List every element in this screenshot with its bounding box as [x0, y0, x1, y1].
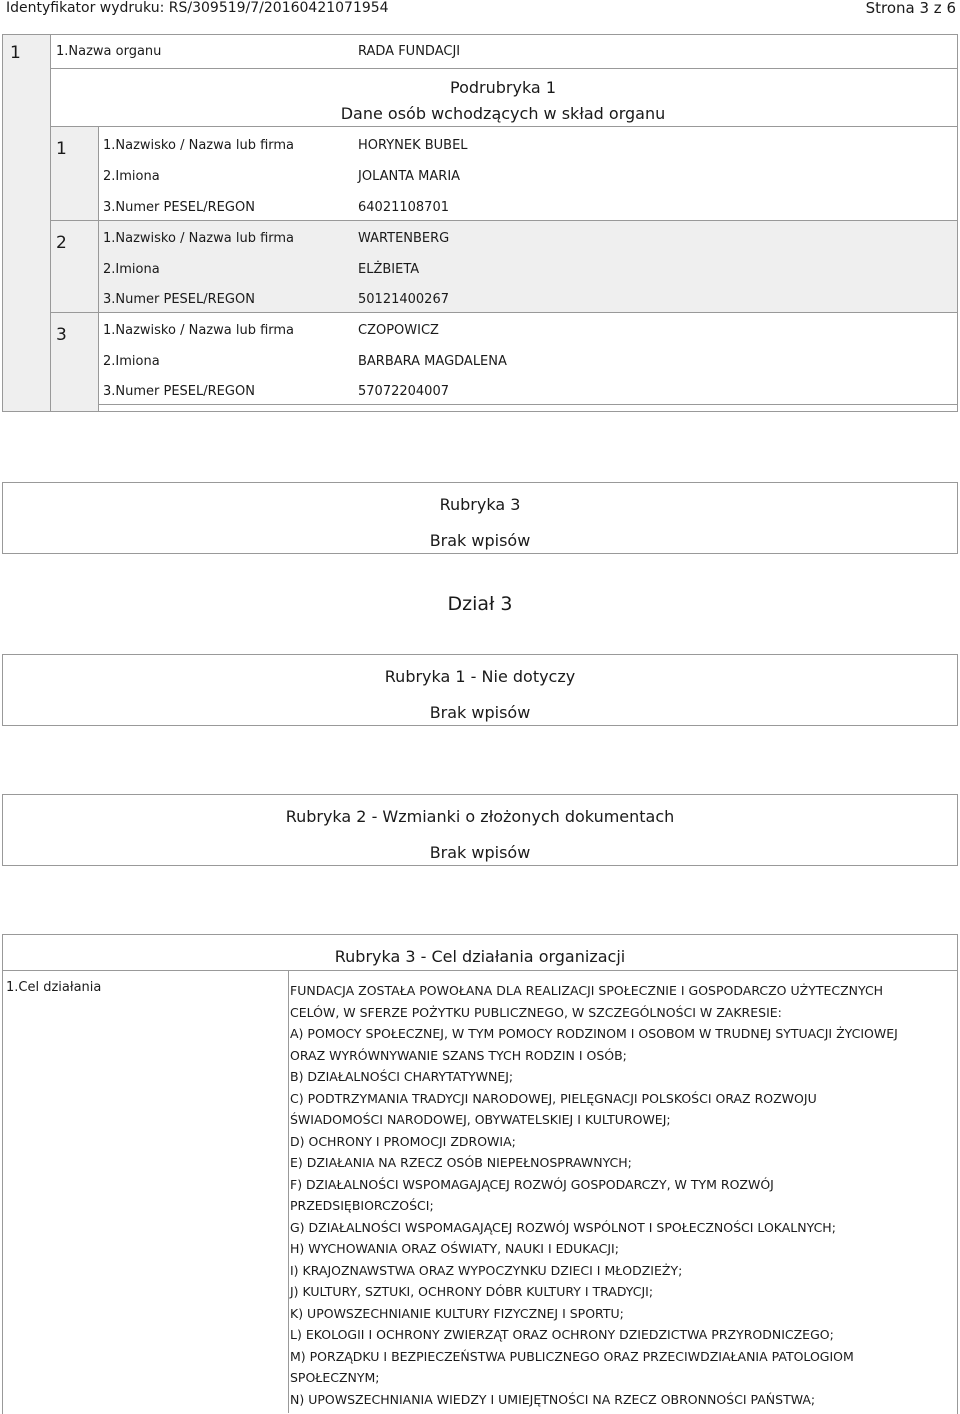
pesel-label: 3.Numer PESEL/REGON	[103, 384, 255, 399]
page-number: Strona 3 z 6	[865, 0, 956, 17]
rubryka-2-box	[2, 794, 958, 866]
goal-line: F) DZIAŁALNOŚCI WSPOMAGAJĄCEJ ROZWÓJ GOSPODARCZY, W TYM ROZWÓJ	[290, 1176, 774, 1192]
person-index: 1	[56, 139, 67, 159]
surname-value: WARTENBERG	[358, 231, 450, 246]
rubryka-1-empty: Brak wpisów	[429, 703, 531, 722]
pesel-value: 64021108701	[358, 200, 449, 215]
pesel-value: 50121400267	[358, 292, 449, 307]
podrubryka-title: Podrubryka 1	[450, 78, 556, 97]
names-value: BARBARA MAGDALENA	[358, 354, 507, 369]
surname-label: 1.Nazwisko / Nazwa lub firma	[103, 323, 295, 338]
goal-line: SPOŁECZNYM;	[290, 1370, 380, 1385]
rubryka-1-title: Rubryka 1 - Nie dotyczy	[384, 667, 576, 686]
goal-line: FUNDACJA ZOSTAŁA POWOŁANA DLA REALIZACJI SPOŁECZNIE I GOSPODARCZO UŻYTECZNYCH	[290, 983, 884, 998]
goal-line: E) DZIAŁANIA NA RZECZ OSÓB NIEPEŁNOSPRAWNYCH;	[290, 1155, 632, 1170]
goal-line: A) POMOCY SPOŁECZNEJ, W TYM POMOCY RODZINOM I OSOBOM W TRUDNEJ SYTUACJI ŻYCIOWEJ	[290, 1026, 898, 1041]
goal-line: K) UPOWSZECHNIANIE KULTURY FIZYCZNEJ I SPORTU;	[290, 1305, 624, 1321]
surname-value: CZOPOWICZ	[358, 323, 439, 338]
cel-dzialania-text	[290, 980, 950, 1410]
print-identifier: Identyfikator wydruku: RS/309519/7/20160421071954	[6, 0, 389, 16]
rubryka-3-cel-title: Rubryka 3 - Cel działania organizacji	[334, 947, 626, 966]
goal-line: M) PORZĄDKU I BEZPIECZEŃSTWA PUBLICZNEGO ORAZ PRZECIWDZIAŁANIA PATOLOGIOM	[290, 1348, 854, 1364]
names-value: ELŻBIETA	[358, 262, 420, 277]
rubryka-3-empty: Brak wpisów	[429, 531, 531, 550]
goal-line: ORAZ WYRÓWNYWANIE SZANS TYCH RODZIN I OSÓB;	[290, 1047, 627, 1063]
goal-line: B) DZIAŁALNOŚCI CHARYTATYWNEJ;	[290, 1069, 514, 1084]
surname-label: 1.Nazwisko / Nazwa lub firma	[103, 138, 295, 153]
organ-name-value: RADA FUNDACJI	[358, 44, 461, 59]
names-label: 2.Imiona	[103, 169, 160, 184]
podrubryka-subtitle: Dane osób wchodzących w skład organu	[340, 104, 666, 123]
organ-index: 1	[10, 43, 21, 63]
goal-line: PRZEDSIĘBIORCZOŚCI;	[290, 1198, 434, 1213]
goal-line: ŚWIADOMOŚCI NARODOWEJ, OBYWATELSKIEJ I KULTUROWEJ;	[290, 1112, 671, 1127]
names-label: 2.Imiona	[103, 262, 160, 277]
rubryka-2-title: Rubryka 2 - Wzmianki o złożonych dokumentach	[285, 807, 675, 826]
goal-line: I) KRAJOZNAWSTWA ORAZ WYPOCZYNKU DZIECI I MŁODZIEŻY;	[290, 1262, 683, 1278]
goal-line: N) UPOWSZECHNIANIA WIEDZY I UMIEJĘTNOŚCI NA RZECZ OBRONNOŚCI PAŃSTWA;	[290, 1391, 816, 1407]
goal-line: L) EKOLOGII I OCHRONY ZWIERZĄT ORAZ OCHRONY DZIEDZICTWA PRZYRODNICZEGO;	[290, 1327, 834, 1342]
surname-value: HORYNEK BUBEL	[358, 138, 468, 153]
names-label: 2.Imiona	[103, 354, 160, 369]
goal-line: J) KULTURY, SZTUKI, OCHRONY DÓBR KULTURY I TRADYCJI;	[290, 1284, 654, 1299]
pesel-label: 3.Numer PESEL/REGON	[103, 292, 255, 307]
names-value: JOLANTA MARIA	[358, 169, 461, 184]
goal-line: D) OCHRONY I PROMOCJI ZDROWIA;	[290, 1133, 516, 1149]
pesel-label: 3.Numer PESEL/REGON	[103, 200, 255, 215]
rubryka-3-box	[2, 482, 958, 554]
surname-label: 1.Nazwisko / Nazwa lub firma	[103, 231, 295, 246]
goal-line: CELÓW, W SFERZE POŻYTKU PUBLICZNEGO, W SZCZEGÓLNOŚCI W ZAKRESIE:	[290, 1004, 782, 1020]
person-index: 3	[56, 325, 67, 345]
rubryka-3-title: Rubryka 3	[439, 495, 521, 514]
rubryka-2-empty: Brak wpisów	[429, 843, 531, 862]
person-index: 2	[56, 233, 67, 253]
dzial-3-title: Dział 3	[447, 593, 513, 615]
pesel-value: 57072204007	[358, 384, 449, 399]
organ-name-label: 1.Nazwa organu	[56, 44, 162, 59]
goal-line: C) PODTRZYMANIA TRADYCJI NARODOWEJ, PIELĘGNACJI POLSKOŚCI ORAZ ROZWOJU	[290, 1090, 817, 1106]
goal-line: G) DZIAŁALNOŚCI WSPOMAGAJĄCEJ ROZWÓJ WSPÓLNOT I SPOŁECZNOŚCI LOKALNYCH;	[290, 1219, 836, 1235]
cel-dzialania-label: 1.Cel działania	[6, 980, 102, 995]
goal-line: H) WYCHOWANIA ORAZ OŚWIATY, NAUKI I EDUKACJI;	[290, 1241, 619, 1256]
rubryka-1-box	[2, 654, 958, 726]
